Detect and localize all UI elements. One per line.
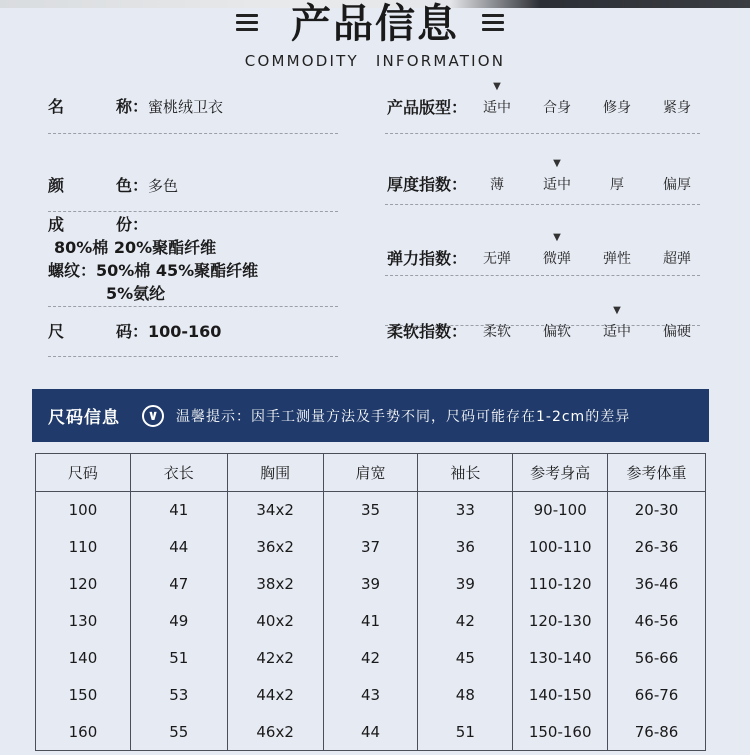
table-cell: 46x2: [227, 714, 323, 751]
table-cell: 120: [36, 566, 131, 603]
table-body: [36, 492, 706, 751]
table-cell: 44: [323, 714, 418, 751]
table-row: [36, 677, 706, 714]
table-cell: 120-130: [513, 603, 608, 640]
name-value: 蜜桃绒卫衣: [148, 98, 224, 116]
table-cell: 51: [418, 714, 513, 751]
composition-line-1: 80%棉 20%聚酯纤维: [54, 238, 217, 257]
feature-options: [467, 80, 707, 117]
table-row: [36, 492, 706, 529]
table-cell: 56-66: [608, 640, 706, 677]
table-cell: 42: [323, 640, 418, 677]
page-title: 产品信息: [291, 1, 459, 47]
down-triangle-icon: ▼: [493, 80, 501, 92]
info-row-name: [48, 88, 338, 134]
table-cell: 51: [130, 640, 227, 677]
feature-label: 柔软指数：: [387, 322, 468, 341]
feature-option: 偏硬: [663, 323, 692, 340]
table-cell: 140: [36, 640, 131, 677]
table-cell: 33: [418, 492, 513, 529]
feature-option: 偏厚: [663, 176, 692, 193]
composition-line-3: 5%氨纶: [106, 284, 166, 303]
table-cell: 140-150: [513, 677, 608, 714]
name-label: 名 称：: [48, 97, 148, 116]
table-cell: 44: [130, 529, 227, 566]
table-cell: 39: [418, 566, 513, 603]
table-cell: 35: [323, 492, 418, 529]
feature-row-1: [387, 157, 702, 195]
table-cell: 37: [323, 529, 418, 566]
column-header: 衣长: [130, 454, 227, 492]
table-cell: 76-86: [608, 714, 706, 751]
color-label: 颜 色：: [48, 176, 148, 195]
composition-label: 成 份：: [48, 215, 148, 234]
table-cell: 38x2: [227, 566, 323, 603]
down-triangle-icon: ▼: [553, 231, 561, 243]
menu-icon: [482, 14, 504, 32]
table-cell: 48: [418, 677, 513, 714]
table-cell: 49: [130, 603, 227, 640]
table-cell: 36: [418, 529, 513, 566]
feature-option-selected: 适中 ▼: [527, 174, 587, 194]
feature-row-3: [387, 304, 702, 342]
feature-label: 弹力指数：: [387, 249, 468, 268]
feature-options: [467, 304, 707, 341]
table-cell: 46-56: [608, 603, 706, 640]
table-row: [36, 640, 706, 677]
table-cell: 160: [36, 714, 131, 751]
table-cell: 100-110: [513, 529, 608, 566]
size-field: [48, 319, 221, 342]
table-cell: 36-46: [608, 566, 706, 603]
feature-options: [467, 157, 707, 194]
feature-label: 产品版型：: [387, 98, 468, 117]
column-header: 尺码: [36, 454, 131, 492]
table-cell: 34x2: [227, 492, 323, 529]
table-cell: 150-160: [513, 714, 608, 751]
check-circle-icon: ∨: [142, 405, 164, 427]
feature-option: 合身: [543, 99, 572, 116]
table-cell: 66-76: [608, 677, 706, 714]
color-value: 多色: [148, 177, 179, 195]
table-cell: 110: [36, 529, 131, 566]
feature-label: 厚度指数：: [387, 175, 468, 194]
table-cell: 41: [130, 492, 227, 529]
feature-option: 厚: [610, 176, 625, 193]
table-cell: 100: [36, 492, 131, 529]
title-section: [0, 2, 750, 46]
column-header: 参考体重: [608, 454, 706, 492]
table-cell: 20-30: [608, 492, 706, 529]
column-header: 胸围: [227, 454, 323, 492]
feature-option: 柔软: [483, 323, 512, 340]
feature-options: [467, 231, 707, 268]
table-cell: 36x2: [227, 529, 323, 566]
table-cell: 44x2: [227, 677, 323, 714]
page-subtitle: COMMODITY INFORMATION: [244, 52, 506, 70]
table-cell: 150: [36, 677, 131, 714]
down-triangle-icon: ▼: [613, 304, 621, 316]
down-triangle-icon: ▼: [553, 157, 561, 169]
feature-option-selected: 适中 ▼: [587, 321, 647, 341]
size-range-value: 100-160: [148, 322, 222, 341]
table-cell: 45: [418, 640, 513, 677]
feature-option: 弹性: [603, 250, 632, 267]
composition-field: [48, 212, 258, 304]
table-cell: 47: [130, 566, 227, 603]
table-cell: 42: [418, 603, 513, 640]
feature-info-right: [385, 88, 700, 326]
feature-row-0: [387, 80, 702, 118]
table-header-row: [36, 454, 706, 492]
feature-option: 无弹: [483, 250, 512, 267]
feature-option-selected: 适中 ▼: [467, 97, 527, 117]
table-cell: 40x2: [227, 603, 323, 640]
feature-option: 超弹: [663, 250, 692, 267]
table-cell: 53: [130, 677, 227, 714]
table-row: [36, 714, 706, 751]
table-cell: 55: [130, 714, 227, 751]
feature-option: 修身: [603, 99, 632, 116]
color-field: [48, 173, 178, 196]
column-header: 肩宽: [323, 454, 418, 492]
table-cell: 90-100: [513, 492, 608, 529]
table-cell: 26-36: [608, 529, 706, 566]
table-row: [36, 603, 706, 640]
table-cell: 110-120: [513, 566, 608, 603]
table-cell: 43: [323, 677, 418, 714]
feature-row-2: [387, 231, 702, 269]
table-row: [36, 566, 706, 603]
table-cell: 130: [36, 603, 131, 640]
size-info-banner: [32, 389, 709, 442]
feature-option: 紧身: [663, 99, 692, 116]
column-header: 参考身高: [513, 454, 608, 492]
feature-option: 偏软: [543, 323, 572, 340]
table-cell: 39: [323, 566, 418, 603]
composition-line-2: 螺纹：50%棉 45%聚酯纤维: [48, 261, 259, 280]
table-cell: 130-140: [513, 640, 608, 677]
table-cell: 41: [323, 603, 418, 640]
feature-option-selected: 微弹 ▼: [527, 248, 587, 268]
feature-option: 薄: [490, 176, 505, 193]
column-header: 袖长: [418, 454, 513, 492]
banner-tip: 温馨提示：因手工测量方法及手势不同，尺码可能存在1-2cm的差异: [176, 408, 631, 425]
banner-title: 尺码信息: [48, 408, 120, 428]
size-table: [35, 453, 706, 751]
table-cell: 42x2: [227, 640, 323, 677]
size-label: 尺 码：: [48, 322, 148, 341]
table-row: [36, 529, 706, 566]
